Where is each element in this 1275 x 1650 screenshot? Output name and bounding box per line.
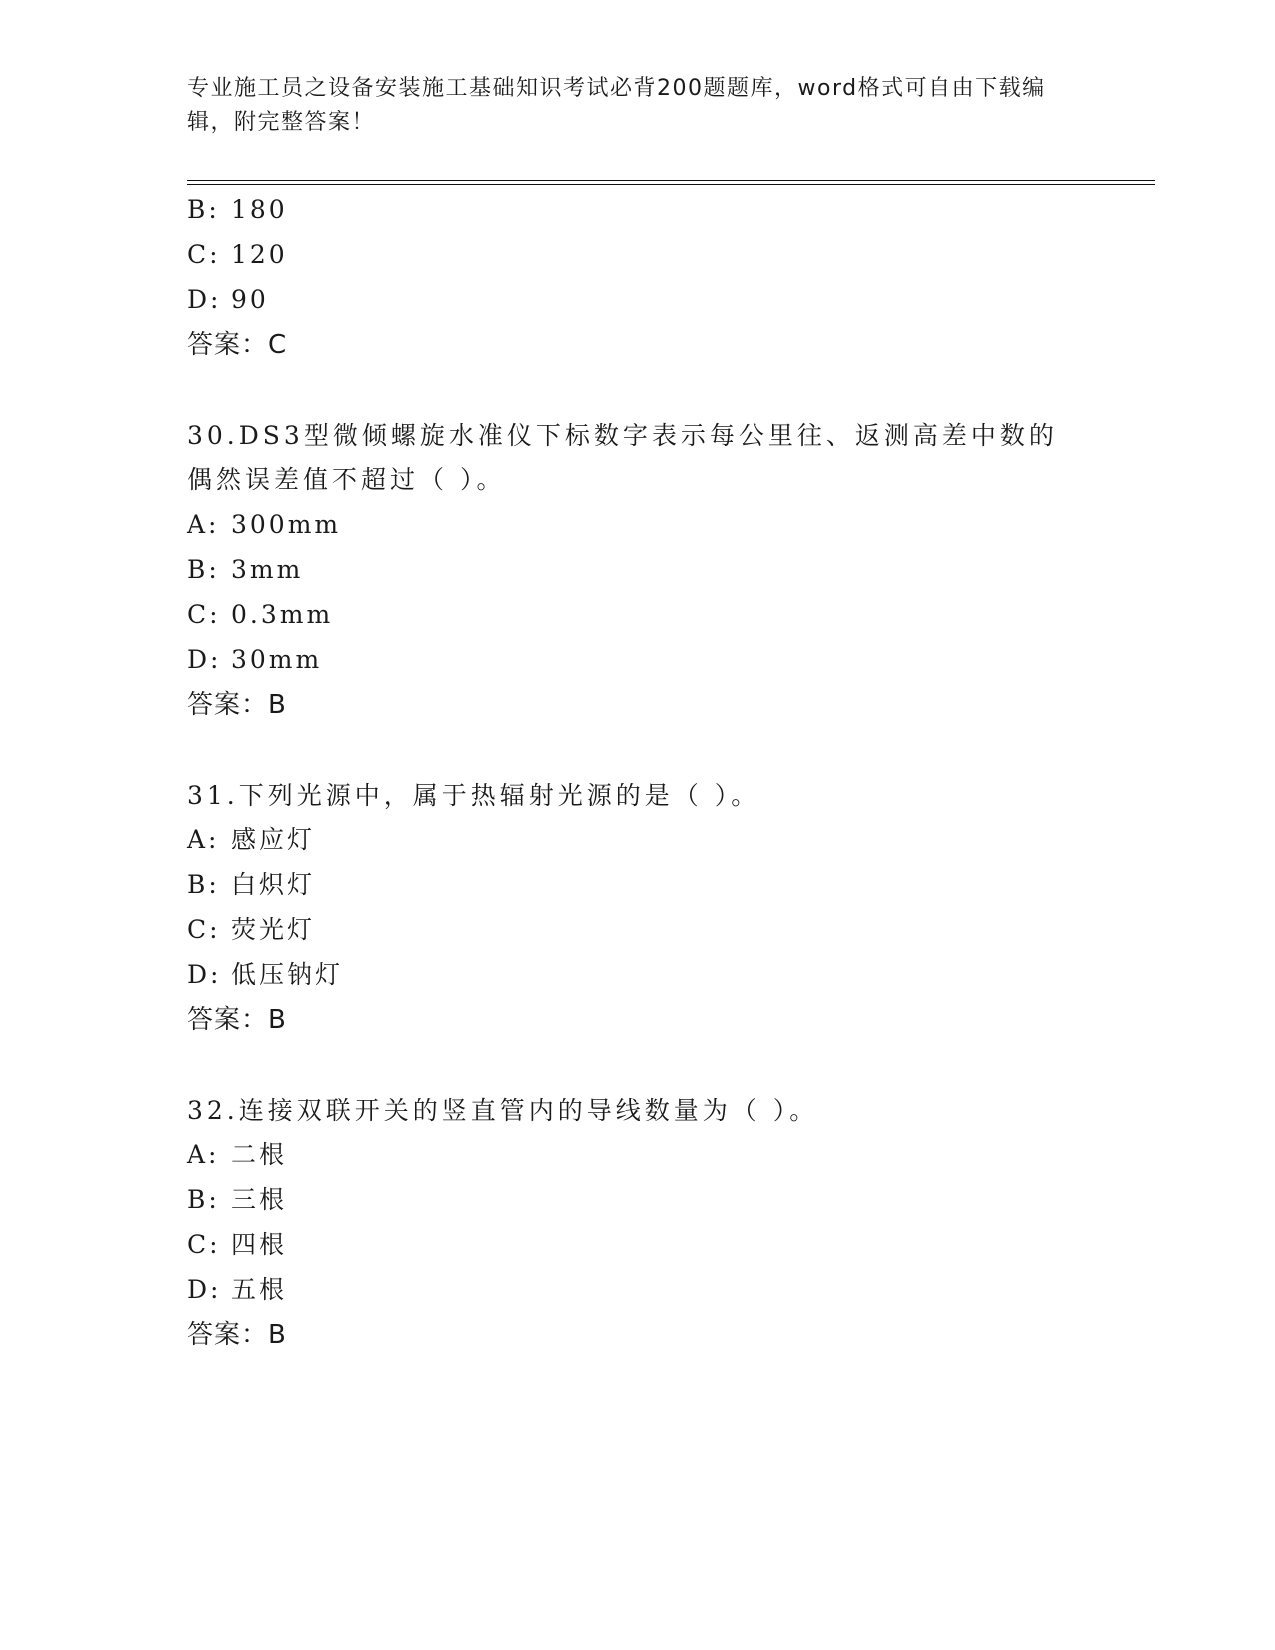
question-31-text: 31.下列光源中，属于热辐射光源的是（ ）。 [187, 781, 761, 810]
q30-answer: 答案：B [187, 690, 287, 720]
option-text: 90 [231, 285, 269, 314]
option-label: A: [187, 510, 220, 539]
option-text: 30mm [231, 645, 323, 674]
question-32-text: 32.连接双联开关的竖直管内的导线数量为（ ）。 [187, 1096, 819, 1125]
q32-answer: 答案：B [187, 1320, 287, 1350]
q32-option-a [187, 1140, 287, 1170]
option-label: D: [187, 960, 222, 989]
q30-option-d [187, 645, 322, 675]
option-label: C: [187, 240, 221, 269]
prev-option-b [187, 195, 288, 225]
prev-answer: 答案：C [187, 330, 288, 360]
option-text: 3mm [231, 555, 304, 584]
option-label: C: [187, 915, 221, 944]
q31-option-d [187, 960, 343, 990]
q32-option-c [187, 1230, 287, 1260]
q32-option-d [187, 1275, 287, 1305]
option-text: 低压钠灯 [231, 960, 344, 989]
option-label: A: [187, 825, 220, 854]
document-header-title: 专业施工员之设备安装施工基础知识考试必背200题题库，word格式可自由下载编辑，附完整答案！ [187, 76, 1046, 135]
q32-option-b [187, 1185, 287, 1215]
option-label: B: [187, 195, 220, 224]
option-text: 0.3mm [231, 600, 334, 629]
question-30-text: 30.DS3型微倾螺旋水准仪下标数字表示每公里往、返测高差中数的偶然误差值不超过（ ）。 [187, 421, 1058, 494]
q31-option-b [187, 870, 315, 900]
q31-answer: 答案：B [187, 1005, 287, 1035]
option-text: 三根 [231, 1185, 288, 1214]
q30-option-b [187, 555, 303, 585]
option-label: B: [187, 870, 220, 899]
header-divider-bottom [187, 184, 1155, 185]
option-label: C: [187, 1230, 221, 1259]
option-text: 120 [231, 240, 288, 269]
q30-option-c [187, 600, 333, 630]
option-text: 300mm [231, 510, 342, 539]
option-label: B: [187, 555, 220, 584]
option-text: 二根 [231, 1140, 288, 1169]
option-label: C: [187, 600, 221, 629]
option-text: 180 [231, 195, 288, 224]
option-label: D: [187, 285, 222, 314]
option-text: 荧光灯 [231, 915, 316, 944]
q30-option-a [187, 510, 341, 540]
option-label: D: [187, 1275, 222, 1304]
option-text: 五根 [231, 1275, 288, 1304]
q31-option-c [187, 915, 315, 945]
prev-option-d [187, 285, 269, 315]
option-text: 白炽灯 [231, 870, 316, 899]
q31-option-a [187, 825, 315, 855]
option-label: B: [187, 1185, 220, 1214]
option-label: D: [187, 645, 222, 674]
prev-option-c [187, 240, 288, 270]
option-text: 四根 [231, 1230, 288, 1259]
option-label: A: [187, 1140, 220, 1169]
option-text: 感应灯 [231, 825, 316, 854]
header-divider-top [187, 180, 1155, 181]
